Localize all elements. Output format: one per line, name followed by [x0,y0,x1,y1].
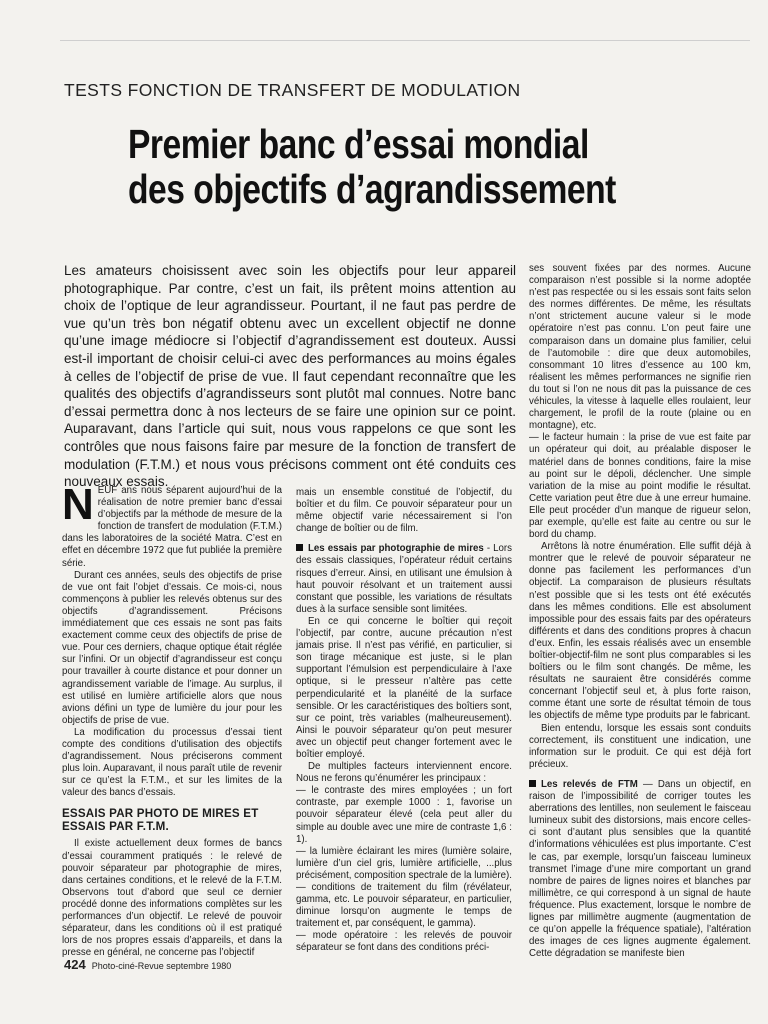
paragraph: Durant ces années, seuls des objectifs de prise de vue ont fait l’objet d’essais. Ce mois-ci, nous commençons à publier les relevés obtenus sur des objectifs d’agrandissement. Précisons immédiatement que ces essais ne sont pas faits exactement comme ceux des objectifs de prise de vue. Pour ces derniers, chaque optique était réglée sur l’infini. Or un objectif d’agrandisseur est conçu pour travailler à courte distance et pour donner un agrandissement variable de l’image. Au surplus, il est utilisé en lumière artificielle alors que nous avions défini un type de lumière du jour pour les objectifs de prise de vue. [62,569,282,726]
column-1 [62,480,282,959]
headline-line-2: des objectifs d’agrandissement [128,166,616,212]
section-kicker: TESTS FONCTION DE TRANSFERT DE MODULATION [64,80,521,100]
top-rule [60,40,750,41]
publication-credit: Photo-ciné-Revue septembre 1980 [91,961,232,971]
paragraph: En ce qui concerne le boîtier qui reçoit l’objectif, par contre, aucune précaution n’est jamais prise. Il n’est pas vérifié, en particulier, si son tirage mécanique est juste, si le plan supportant l’émulsion est perpendiculaire à l’axe optique, si le presseur n’altère pas cette perpendicularité et la planéité de la surface sensible. Or les caractéristiques des boîtiers sont, sur ce point, très variables (malheureusement). Ainsi le pouvoir séparateur qu’on peut mesurer avec un objectif peut changer fortement avec le boîtier employé. [296,615,512,760]
paragraph: Bien entendu, lorsque les essais sont conduits correctement, ils constituent une indication, une information sur le produit. Ce qui est déjà fort précieux. [529,722,751,770]
column-2 [296,487,512,954]
paragraph: De multiples facteurs interviennent encore. Nous ne ferons qu’énumérer les principaux : [296,761,512,785]
list-item: — mode opératoire : les relevés de pouvoir séparateur se font dans des conditions préci- [296,930,512,954]
column-3 [529,263,751,960]
lead-paragraph: Les amateurs choisissent avec soin les objectifs pour leur appareil photographique. Par contre, c’est un fait, ils prêtent moins attention au choix de l’optique de leur agrandisseur. Pourtant, il ne faut pas perdre de vue qu’un très bon négatif obtenu avec un excellent objectif ne donne qu’une image médiocre si l’objectif d’agrandissement est douteux. Aussi est-il important de choisir celui-ci avec des performances au moins égales à celles de l’objectif de prise de vue. Il faut cependant reconnaître que les qualités des objectifs d’agrandisseurs sont plutôt mal connues. Notre banc d’essai permettra donc à nos lecteurs de se faire une opinion sur ce point. Auparavant, dans l’article qui suit, nous vous rappelons ce que sont les contrôles que nous faisons faire par mesure de la fonction de transfert de modulation (F.T.M.) et nous vous précisons comment ont été conduits ces nouveaux essais. [64,263,516,490]
headline-line-1: Premier banc d’essai mondial [128,121,589,167]
paragraph: ses souvent fixées par des normes. Aucune comparaison n’est possible si la norme adoptée n’est pas respectée ou si les essais sont faits selon des normes différentes. De même, les résultats n’ont strictement aucune valeur si le mode opératoire n’est pas connu. L’on peut faire une comparaison dans un domaine plus familier, celui de l’automobile : dire que deux automobiles, consommant 10 litres d’essence au 100 km, réalisent les mêmes performances ne signifie rien du tout si l’on ne nous dit pas la puissance de ces véhicules, la vitesse à laquelle elles roulaient, leur chargement, le profil de la route (plaine ou en montagne), etc. [529,263,751,432]
section-subhead: ESSAIS PAR PHOTO DE MIRES ET ESSAIS PAR F.T.M. [62,807,259,834]
page-footer [64,957,231,972]
list-item: — le contraste des mires employées ; un fort contraste, par exemple 1000 : 1, favorise un pouvoir séparateur élevé (cela peut aller du simple au double avec une mire de contraste 1,6 : 1). [296,785,512,845]
bullet-square-icon [529,780,536,787]
paragraph: mais un ensemble constitué de l’objectif, du boîtier et du film. Ce pouvoir séparateur pour un même objectif varie nécessairement si l’on change de boîtier ou de film. [296,487,512,535]
drop-cap: N [62,480,94,529]
paragraph: Les essais par photographie de mires - Lors des essais classiques, l’opérateur réduit certains risques d’erreur. Ainsi, en utilisant une émulsion à haut pouvoir résolvant et un traitement aussi constant que possible, les variations de résultats dues à la surface sensible sont limitées. [296,543,512,615]
page-number: 424 [64,957,86,972]
inline-subhead: Les essais par photographie de mires [308,543,484,555]
inline-subhead: Les relevés de FTM [541,778,638,790]
paragraph: NEUF ans nous séparent aujourd’hui de la réalisation de notre premier banc d’essai d’objectifs par la méthode de mesure de la fonction de transfert de modulation (F.T.M.) dans les laboratoires de la société Matra. C’est en effet en décembre 1972 que fut publiée la première série. [62,480,282,569]
paragraph: La modification du processus d’essai tient compte des conditions d’utilisation des objectifs d’agrandissement. Nous préciserons comment plus loin. Auparavant, il nous paraît utile de revenir sur ce qu’est la F.T.M., et sur les limites de la valeur des bancs d’essais. [62,726,282,799]
paragraph: Les relevés de FTM — Dans un objectif, en raison de l’impossibilité de corriger toutes les aberrations des lentilles, non seulement le faisceau lumineux subit des distorsions, mais encore celles-ci sont d’autant plus sensibles que la quantité d’informations véhiculées est plus importante. C’est le cas, par exemple, lorsqu’un faisceau lumineux transmet l’image d’une mire comportant un grand nombre de paires de lignes noires et blanches par millimètre, ce qui correspond à un signal de haute fréquence. Plus exactement, lorsque le nombre de lignes par millimètre augmente (augmentation de ce qu’on appelle la fréquence spatiale), l’altération des images de ces lignes augmente également. Cette dégradation se manifeste bien [529,778,751,960]
paragraph: Arrêtons là notre énumération. Elle suffit déjà à montrer que le relevé de pouvoir séparateur ne donne pas facilement les performances d’un objectif. La comparaison de plusieurs résultats n’est possible que si les tests ont été exécutés dans les mêmes conditions. Elle est absolument impossible pour des essais faits par des opérateurs différents et dans des conditions propres à chacun d’eux. Enfin, les essais réalisés avec un ensemble boîtier-objectif-film ne sont plus comparables si les boîtiers ou le film sont changés. De même, les résultats ne sauraient être considérés comme concernant l’objectif seul et, à plus forte raison, comme étant une sorte de résultat témoin de tous les objectifs de même type produits par le fabricant. [529,541,751,722]
list-item: — conditions de traitement du film (révélateur, gamma, etc. Le pouvoir séparateur, en particulier, diminue lorsqu’on augmente le temps de traitement et, par conséquent, le gamma). [296,882,512,930]
list-item: — le facteur humain : la prise de vue est faite par un opérateur qui doit, au préalable disposer le matériel dans de bonnes conditions, faire la mise au point sur le dépoli, déclencher. Une simple variation de la mise au point modifie le résultat. Cette variation peut être due à une erreur humaine. Elle peut procéder d’un manque de rigueur selon, par exemple, qu’elle est faite au centre ou sur le bord du champ. [529,432,751,541]
list-item: — la lumière éclairant les mires (lumière solaire, lumière d’un ciel gris, lumière artificielle, ...plus précisément, composition spectrale de la lumière). [296,845,512,881]
article-headline [128,122,641,212]
bullet-square-icon [296,544,303,551]
paragraph: Il existe actuellement deux formes de bancs d’essai couramment pratiqués : le relevé de pouvoir séparateur par photographie de mires, dans certaines conditions, et le relevé de la F.T.M. Observons tout d’abord que seul ce dernier procédé donne des informations complètes sur les performances d’un objectif. Le relevé de pouvoir séparateur, dans les conditions où il est pratiqué lors de nos propres essais d’appareils, et dans la presse en général, ne concerne pas l’objectif [62,838,282,959]
